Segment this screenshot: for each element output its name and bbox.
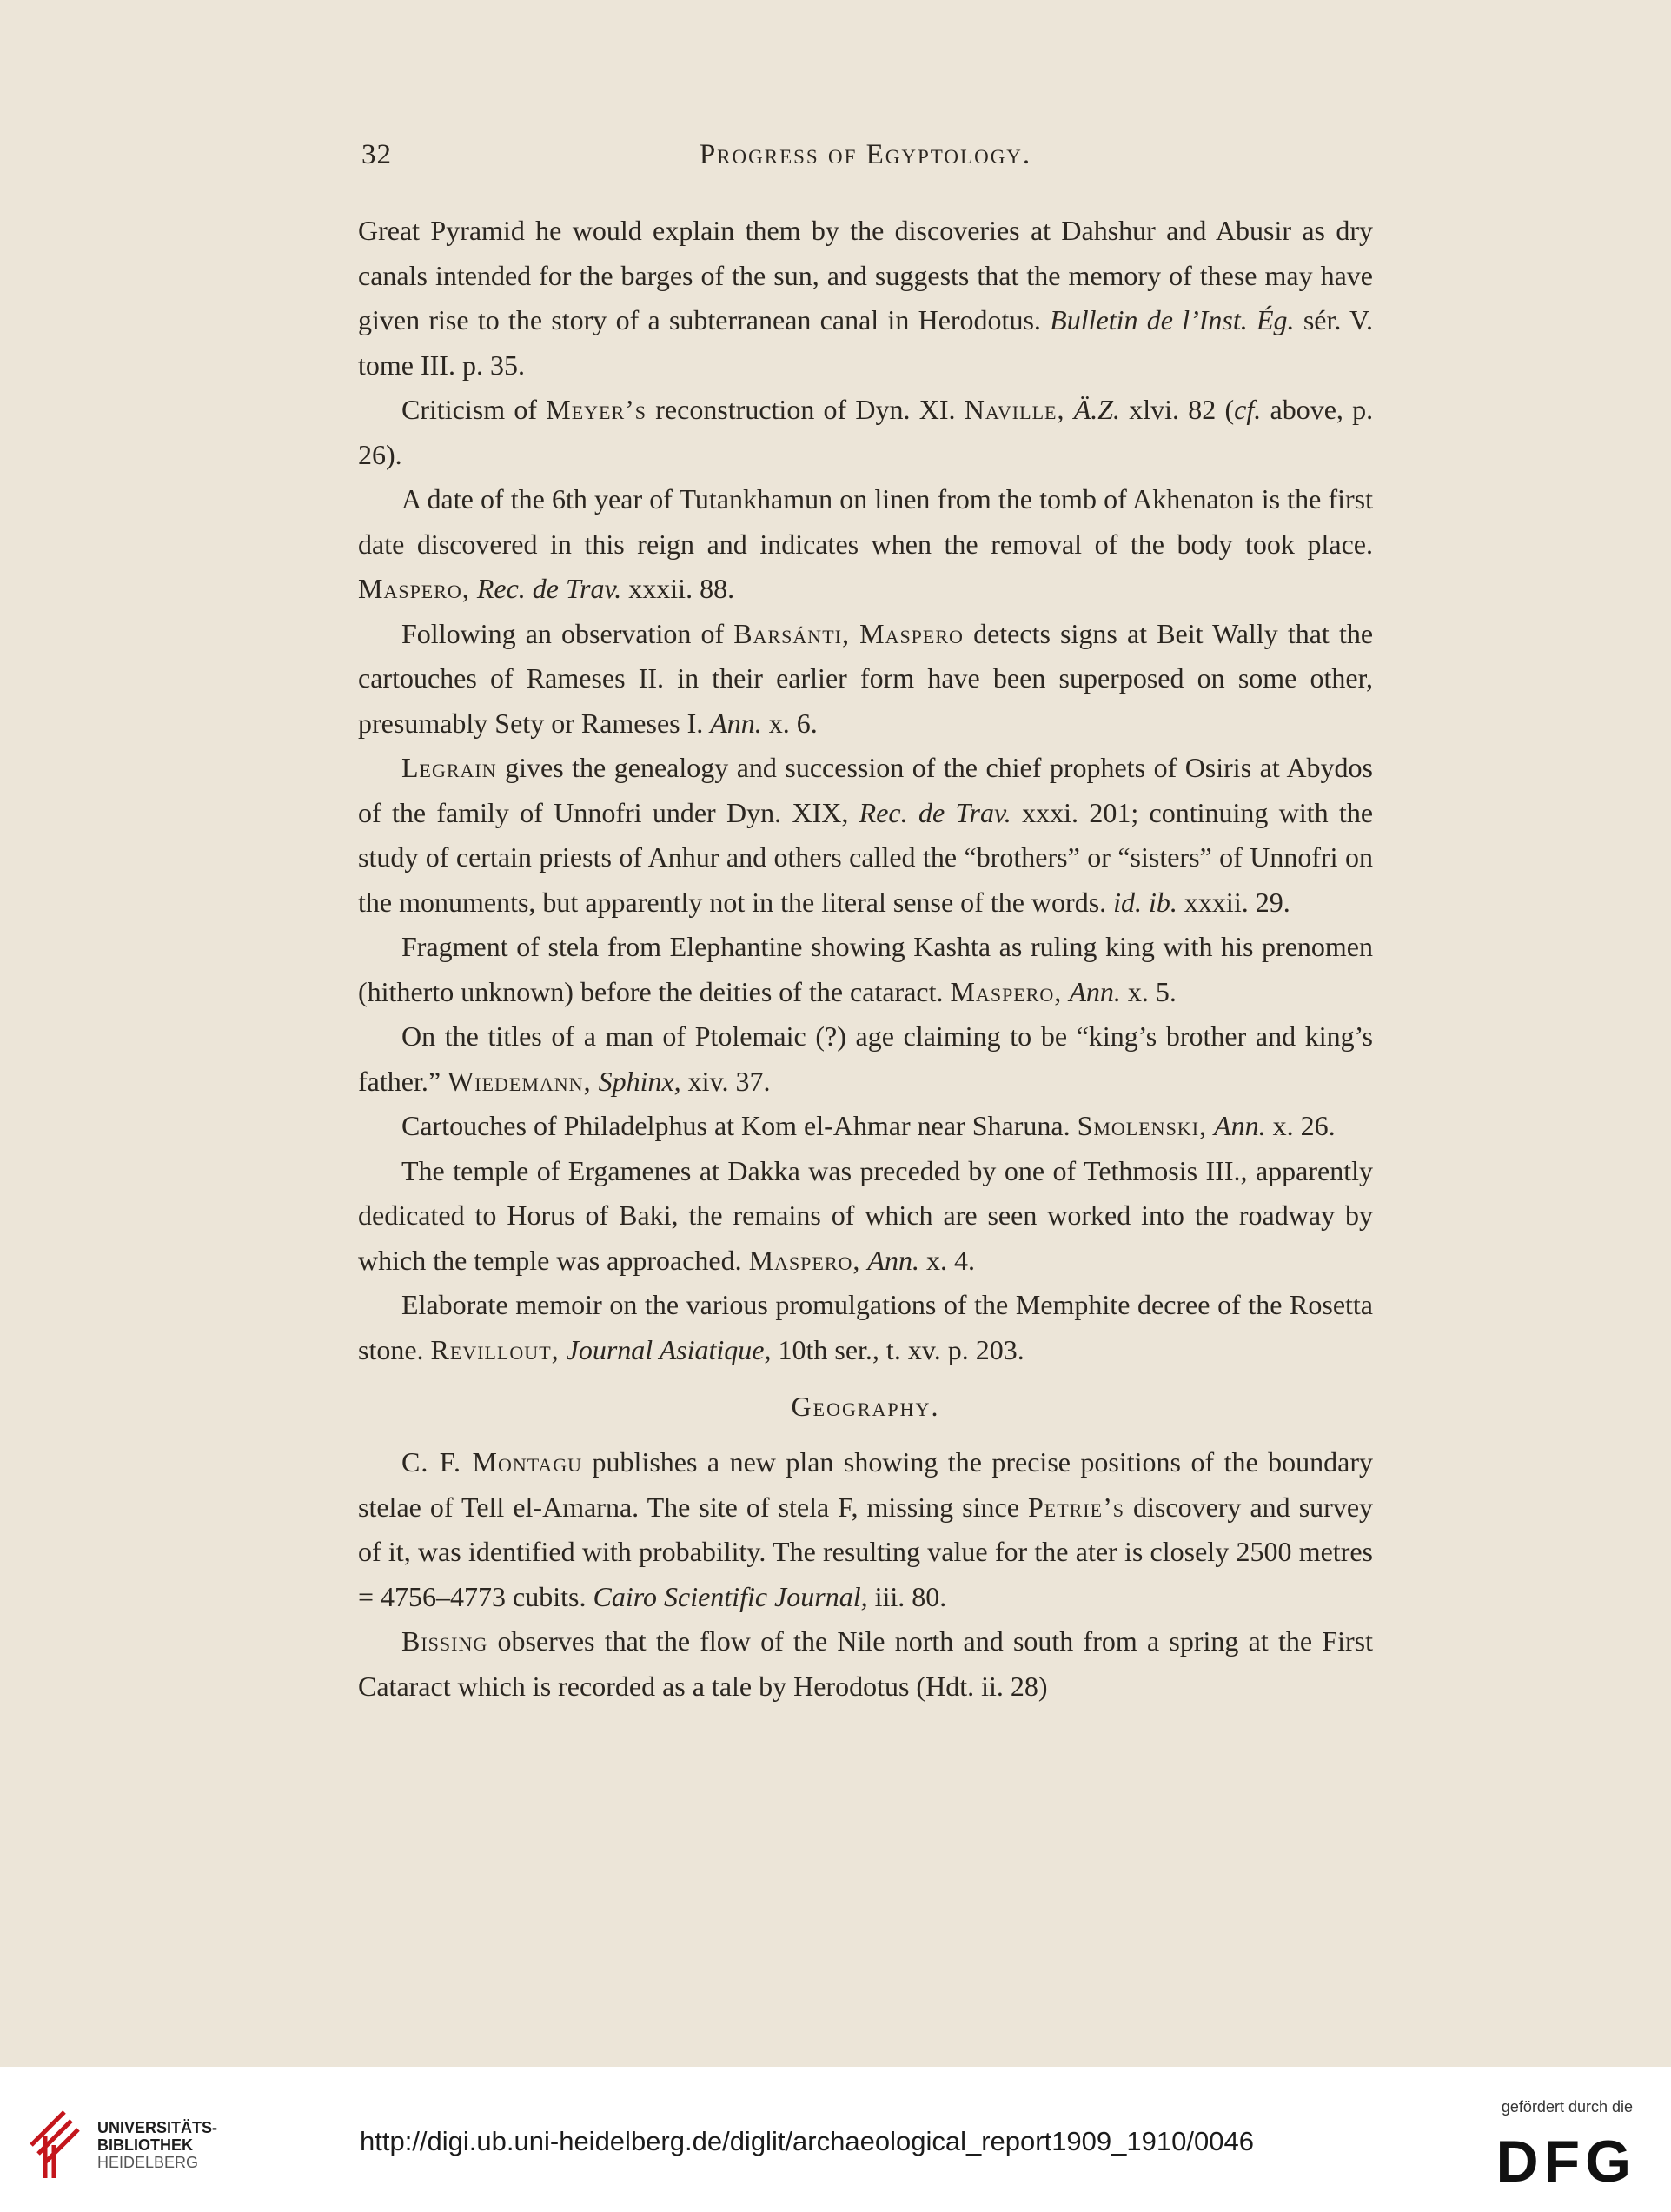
author: Meyer’s — [546, 394, 647, 425]
author: C. F. Montagu — [401, 1446, 583, 1478]
permalink-url[interactable]: http://digi.ub.uni-heidelberg.de/diglit/archaeological_report1909_1910/0046 — [360, 2126, 1254, 2156]
paragraph: Cartouches of Philadelphus at Kom el-Ahmar near Sharuna. Smolenski, Ann. x. 26. — [401, 1110, 1336, 1141]
citation: Journal Asiatique, — [566, 1333, 772, 1365]
paragraph: Criticism of Meyer’s reconstruction of Dyn. XI. Naville, Ä.Z. xlvi. 82 (cf. above, p. 26). — [358, 394, 1374, 470]
dfg-logo: DFG — [1495, 2129, 1636, 2195]
citation: Ä.Z. — [1073, 394, 1121, 425]
citation: id. ib. — [1113, 886, 1177, 918]
paragraph: Great Pyramid he would explain them by the discoveries at Dahshur and Abusir as dry canals intended for the barges of the sun, and suggests that the memory of these may have given rise to the story of a subterranean canal in Herodotus. Bulletin de l’Inst. Ég. sér. V. tome III. p. 35. — [358, 215, 1374, 381]
paragraph: Fragment of stela from Elephantine showing Kashta as ruling king with his prenomen (hitherto unknown) before the deities of the cataract. Maspero, Ann. x. 5. — [358, 931, 1373, 1007]
author: Maspero, — [358, 573, 470, 604]
author: Maspero, — [950, 975, 1063, 1007]
citation: Rec. de Trav. — [859, 796, 1011, 828]
paragraph: A date of the 6th year of Tutankhamun on linen from the tomb of Akhenaton is the first date discovered in this reign and indicates when the removal of the body took place. Maspero, Rec. de Trav. xxxii. 88. — [358, 483, 1373, 604]
page-content — [358, 209, 1373, 1709]
library-name: UNIVERSITÄTS- BIBLIOTHEK HEIDELBERG — [97, 2119, 218, 2171]
citation: Cairo Scientific Journal, — [593, 1580, 868, 1612]
author: Revillout, — [430, 1333, 560, 1365]
funded-by-label: gefördert durch die — [1501, 2098, 1633, 2116]
paragraph: C. F. Montagu publishes a new plan showing the precise positions of the boundary stelae of Tell el-Amarna. The site of stela F, missing since Petrie’s discovery and survey of it, was identified with probability. The resulting value for the ater is closely 2500 metres = 4756–4773 cubits. Cairo Scientific Journal, iii. 80. — [358, 1446, 1374, 1612]
page-number: 32 — [361, 139, 392, 170]
author: Wiedemann, — [448, 1065, 592, 1097]
author: Legrain — [401, 752, 497, 783]
citation: Bulletin de l’Inst. Ég. — [1050, 304, 1295, 335]
citation: Sphinx, — [598, 1065, 681, 1097]
paragraph: The temple of Ergamenes at Dakka was preceded by one of Tethmosis III., apparently dedicated to Horus of Baki, the remains of which are seen worked into the roadway by which the temple was approached. Maspero, Ann. x. 4. — [358, 1154, 1373, 1276]
paragraph: Following an observation of Barsánti, Maspero detects signs at Beit Wally that the cartouches of Rameses II. in their earlier form have been superposed on some other, presumably Sety or Rameses I. Ann. x. 6. — [358, 617, 1374, 739]
running-title: Progress of Egyptology. — [699, 139, 1032, 170]
section-heading: Geography. — [791, 1391, 940, 1422]
author: Bissing — [401, 1625, 488, 1657]
author: Naville, — [964, 394, 1065, 425]
citation: Ann. — [867, 1244, 919, 1276]
paragraph: On the titles of a man of Ptolemaic (?) age claiming to be “king’s brother and king’s father.” Wiedemann, Sphinx, xiv. 37. — [358, 1020, 1373, 1097]
citation: Ann. — [710, 707, 762, 739]
running-head — [358, 139, 1373, 183]
paragraph: Legrain gives the genealogy and succession of the chief prophets of Osiris at Abydos of the family of Unnofri under Dyn. XIX, Rec. de Trav. xxxi. 201; continuing with the study of certain priests of Anhur and others called the “brothers” or “sisters” of Unnofri on the monuments, but apparently not in the literal sense of the words. id. ib. xxxii. 29. — [358, 752, 1374, 918]
author: Petrie’s — [1027, 1491, 1124, 1523]
author: Barsánti, — [733, 617, 850, 649]
library-logo-icon — [19, 2100, 103, 2183]
paragraph: Bissing observes that the flow of the Nile north and south from a spring at the First Cataract which is recorded as a tale by Herodotus (Hdt. ii. 28) — [358, 1625, 1374, 1702]
author: Maspero, — [748, 1244, 861, 1276]
author: Smolenski, — [1077, 1110, 1208, 1141]
author: Maspero — [859, 617, 964, 649]
citation: Ann. — [1214, 1110, 1266, 1141]
citation: Ann. — [1069, 975, 1121, 1007]
citation: Rec. de Trav. — [476, 573, 622, 604]
paragraph: Elaborate memoir on the various promulgations of the Memphite decree of the Rosetta stone. Revillout, Journal Asiatique, 10th ser., t. xv. p. 203. — [358, 1289, 1373, 1365]
footer-bar — [0, 2067, 1671, 2212]
